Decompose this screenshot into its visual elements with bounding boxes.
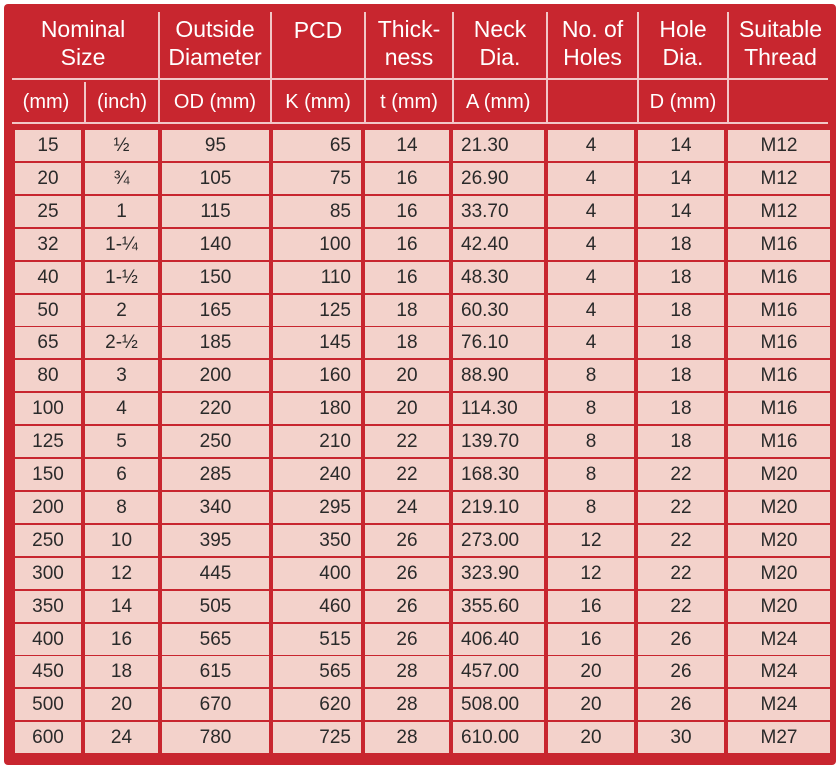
cell-size-mm: 500 xyxy=(15,689,81,720)
cell-outside-diameter: 615 xyxy=(162,656,269,687)
header-no-of-holes: No. of Holes xyxy=(561,16,624,70)
cell-no-of-holes: 4 xyxy=(548,163,634,194)
cell-no-of-holes: 20 xyxy=(548,722,634,753)
header-pcd: PCD xyxy=(293,17,343,43)
cell-thickness: 22 xyxy=(365,459,449,490)
table-row xyxy=(15,360,830,391)
cell-thickness: 28 xyxy=(365,722,449,753)
cell-suitable-thread: M16 xyxy=(728,295,830,326)
cell-thickness: 28 xyxy=(365,656,449,687)
cell-size-mm: 200 xyxy=(15,492,81,523)
cell-neck-dia: 76.10 xyxy=(453,327,544,358)
table-row xyxy=(15,426,830,457)
cell-pcd: 240 xyxy=(273,459,361,490)
cell-no-of-holes: 16 xyxy=(548,624,634,655)
unit-t: t (mm) xyxy=(380,90,438,113)
cell-neck-dia: 273.00 xyxy=(453,525,544,556)
cell-size-inch: 18 xyxy=(85,656,158,687)
cell-hole-dia: 26 xyxy=(638,689,724,720)
cell-suitable-thread: M20 xyxy=(728,591,830,622)
cell-size-mm: 350 xyxy=(15,591,81,622)
column-divider xyxy=(84,82,86,122)
cell-pcd: 75 xyxy=(273,163,361,194)
cell-thickness: 16 xyxy=(365,229,449,260)
cell-hole-dia: 18 xyxy=(638,360,724,391)
cell-no-of-holes: 8 xyxy=(548,360,634,391)
cell-hole-dia: 22 xyxy=(638,492,724,523)
cell-no-of-holes: 16 xyxy=(548,591,634,622)
table-row xyxy=(15,262,830,293)
cell-outside-diameter: 165 xyxy=(162,295,269,326)
cell-neck-dia: 88.90 xyxy=(453,360,544,391)
cell-suitable-thread: M16 xyxy=(728,327,830,358)
cell-suitable-thread: M24 xyxy=(728,689,830,720)
cell-neck-dia: 114.30 xyxy=(453,393,544,424)
cell-hole-dia: 18 xyxy=(638,262,724,293)
cell-size-mm: 25 xyxy=(15,196,81,227)
cell-size-inch: 5 xyxy=(85,426,158,457)
cell-pcd: 110 xyxy=(273,262,361,293)
cell-thickness: 22 xyxy=(365,426,449,457)
cell-pcd: 295 xyxy=(273,492,361,523)
cell-size-mm: 20 xyxy=(15,163,81,194)
cell-size-inch: ¾ xyxy=(85,163,158,194)
cell-size-mm: 100 xyxy=(15,393,81,424)
header-thickness: Thick- ness xyxy=(377,16,441,70)
cell-pcd: 145 xyxy=(273,327,361,358)
unit-mm: (mm) xyxy=(22,90,70,113)
cell-neck-dia: 60.30 xyxy=(453,295,544,326)
cell-no-of-holes: 8 xyxy=(548,459,634,490)
table-row xyxy=(15,295,830,326)
cell-outside-diameter: 150 xyxy=(162,262,269,293)
cell-outside-diameter: 565 xyxy=(162,624,269,655)
cell-neck-dia: 48.30 xyxy=(453,262,544,293)
cell-pcd: 515 xyxy=(273,624,361,655)
cell-hole-dia: 18 xyxy=(638,295,724,326)
cell-suitable-thread: M20 xyxy=(728,525,830,556)
cell-size-inch: 10 xyxy=(85,525,158,556)
column-divider xyxy=(546,12,548,122)
cell-suitable-thread: M12 xyxy=(728,163,830,194)
cell-size-inch: 8 xyxy=(85,492,158,523)
table-row xyxy=(15,624,830,655)
cell-suitable-thread: M20 xyxy=(728,492,830,523)
cell-suitable-thread: M20 xyxy=(728,459,830,490)
header-outside-diameter: Outside Diameter xyxy=(168,16,262,70)
cell-hole-dia: 14 xyxy=(638,163,724,194)
cell-thickness: 18 xyxy=(365,327,449,358)
cell-outside-diameter: 200 xyxy=(162,360,269,391)
cell-size-mm: 400 xyxy=(15,624,81,655)
cell-size-mm: 300 xyxy=(15,558,81,589)
table-row xyxy=(15,163,830,194)
header-nominal-size: Nominal Size xyxy=(40,16,126,70)
column-divider xyxy=(452,12,454,122)
cell-neck-dia: 406.40 xyxy=(453,624,544,655)
cell-hole-dia: 14 xyxy=(638,196,724,227)
cell-no-of-holes: 4 xyxy=(548,196,634,227)
cell-no-of-holes: 4 xyxy=(548,327,634,358)
cell-hole-dia: 26 xyxy=(638,656,724,687)
cell-pcd: 160 xyxy=(273,360,361,391)
table-row xyxy=(15,722,830,753)
cell-outside-diameter: 670 xyxy=(162,689,269,720)
cell-neck-dia: 508.00 xyxy=(453,689,544,720)
cell-size-mm: 250 xyxy=(15,525,81,556)
cell-outside-diameter: 250 xyxy=(162,426,269,457)
cell-thickness: 16 xyxy=(365,196,449,227)
cell-suitable-thread: M16 xyxy=(728,360,830,391)
cell-size-mm: 50 xyxy=(15,295,81,326)
cell-no-of-holes: 20 xyxy=(548,656,634,687)
cell-pcd: 400 xyxy=(273,558,361,589)
cell-size-inch: 14 xyxy=(85,591,158,622)
cell-no-of-holes: 20 xyxy=(548,689,634,720)
cell-size-inch: 6 xyxy=(85,459,158,490)
table-row xyxy=(15,689,830,720)
cell-no-of-holes: 12 xyxy=(548,558,634,589)
cell-outside-diameter: 285 xyxy=(162,459,269,490)
cell-neck-dia: 219.10 xyxy=(453,492,544,523)
cell-hole-dia: 22 xyxy=(638,591,724,622)
column-divider xyxy=(364,12,366,122)
cell-size-mm: 125 xyxy=(15,426,81,457)
cell-size-mm: 40 xyxy=(15,262,81,293)
cell-no-of-holes: 8 xyxy=(548,492,634,523)
cell-thickness: 26 xyxy=(365,525,449,556)
cell-pcd: 460 xyxy=(273,591,361,622)
unit-od: OD (mm) xyxy=(173,90,257,113)
table-row xyxy=(15,459,830,490)
cell-pcd: 350 xyxy=(273,525,361,556)
header-divider xyxy=(12,78,828,80)
cell-size-inch: 16 xyxy=(85,624,158,655)
cell-hole-dia: 26 xyxy=(638,624,724,655)
cell-suitable-thread: M27 xyxy=(728,722,830,753)
cell-neck-dia: 610.00 xyxy=(453,722,544,753)
cell-size-inch: 1-¼ xyxy=(85,229,158,260)
cell-size-inch: 2 xyxy=(85,295,158,326)
cell-size-mm: 32 xyxy=(15,229,81,260)
unit-a: A (mm) xyxy=(466,90,531,113)
cell-outside-diameter: 340 xyxy=(162,492,269,523)
cell-thickness: 20 xyxy=(365,393,449,424)
cell-neck-dia: 26.90 xyxy=(453,163,544,194)
table-row xyxy=(15,196,830,227)
cell-hole-dia: 22 xyxy=(638,558,724,589)
cell-hole-dia: 18 xyxy=(638,393,724,424)
header-neck-dia: Neck Dia. xyxy=(473,16,527,70)
cell-thickness: 16 xyxy=(365,262,449,293)
cell-suitable-thread: M20 xyxy=(728,558,830,589)
header-divider xyxy=(12,122,828,124)
cell-outside-diameter: 115 xyxy=(162,196,269,227)
cell-no-of-holes: 4 xyxy=(548,229,634,260)
cell-size-inch: 20 xyxy=(85,689,158,720)
cell-no-of-holes: 12 xyxy=(548,525,634,556)
cell-suitable-thread: M16 xyxy=(728,426,830,457)
table-row xyxy=(15,130,830,161)
table-row xyxy=(15,327,830,358)
table-row xyxy=(15,492,830,523)
cell-size-mm: 65 xyxy=(15,327,81,358)
cell-size-inch: 3 xyxy=(85,360,158,391)
cell-no-of-holes: 8 xyxy=(548,426,634,457)
cell-suitable-thread: M24 xyxy=(728,656,830,687)
table-row xyxy=(15,229,830,260)
flange-spec-table xyxy=(4,4,836,765)
unit-holes xyxy=(548,82,637,122)
cell-thickness: 20 xyxy=(365,360,449,391)
unit-inch: (inch) xyxy=(96,90,147,113)
cell-outside-diameter: 505 xyxy=(162,591,269,622)
table-row xyxy=(15,558,830,589)
cell-hole-dia: 22 xyxy=(638,459,724,490)
cell-suitable-thread: M12 xyxy=(728,196,830,227)
cell-suitable-thread: M16 xyxy=(728,229,830,260)
cell-neck-dia: 323.90 xyxy=(453,558,544,589)
cell-neck-dia: 42.40 xyxy=(453,229,544,260)
cell-size-inch: 24 xyxy=(85,722,158,753)
cell-no-of-holes: 4 xyxy=(548,262,634,293)
cell-neck-dia: 168.30 xyxy=(453,459,544,490)
cell-thickness: 26 xyxy=(365,624,449,655)
column-divider xyxy=(727,12,729,122)
cell-neck-dia: 33.70 xyxy=(453,196,544,227)
column-divider xyxy=(270,12,272,122)
cell-pcd: 565 xyxy=(273,656,361,687)
cell-size-inch: 12 xyxy=(85,558,158,589)
cell-neck-dia: 457.00 xyxy=(453,656,544,687)
cell-outside-diameter: 780 xyxy=(162,722,269,753)
cell-size-inch: 1 xyxy=(85,196,158,227)
cell-size-mm: 80 xyxy=(15,360,81,391)
cell-pcd: 180 xyxy=(273,393,361,424)
cell-pcd: 100 xyxy=(273,229,361,260)
cell-thickness: 18 xyxy=(365,295,449,326)
cell-hole-dia: 14 xyxy=(638,130,724,161)
cell-outside-diameter: 445 xyxy=(162,558,269,589)
cell-neck-dia: 139.70 xyxy=(453,426,544,457)
cell-pcd: 725 xyxy=(273,722,361,753)
cell-outside-diameter: 140 xyxy=(162,229,269,260)
cell-thickness: 14 xyxy=(365,130,449,161)
header-hole-dia: Hole Dia. xyxy=(659,16,707,70)
cell-outside-diameter: 105 xyxy=(162,163,269,194)
header-suitable-thread: Suitable Thread xyxy=(738,16,823,70)
cell-thickness: 26 xyxy=(365,558,449,589)
cell-size-inch: 1-½ xyxy=(85,262,158,293)
cell-hole-dia: 22 xyxy=(638,525,724,556)
cell-pcd: 65 xyxy=(273,130,361,161)
cell-pcd: 85 xyxy=(273,196,361,227)
table-row xyxy=(15,525,830,556)
table-row xyxy=(15,591,830,622)
cell-neck-dia: 355.60 xyxy=(453,591,544,622)
unit-thread xyxy=(729,82,832,122)
cell-neck-dia: 21.30 xyxy=(453,130,544,161)
cell-size-mm: 150 xyxy=(15,459,81,490)
cell-thickness: 16 xyxy=(365,163,449,194)
cell-thickness: 28 xyxy=(365,689,449,720)
cell-hole-dia: 18 xyxy=(638,426,724,457)
cell-pcd: 620 xyxy=(273,689,361,720)
cell-size-inch: ½ xyxy=(85,130,158,161)
unit-d: D (mm) xyxy=(649,90,717,113)
table-row xyxy=(15,656,830,687)
cell-no-of-holes: 4 xyxy=(548,130,634,161)
cell-hole-dia: 18 xyxy=(638,229,724,260)
cell-outside-diameter: 185 xyxy=(162,327,269,358)
cell-suitable-thread: M16 xyxy=(728,393,830,424)
cell-no-of-holes: 4 xyxy=(548,295,634,326)
cell-thickness: 24 xyxy=(365,492,449,523)
table-body xyxy=(15,130,830,762)
cell-no-of-holes: 8 xyxy=(548,393,634,424)
cell-suitable-thread: M12 xyxy=(728,130,830,161)
cell-hole-dia: 18 xyxy=(638,327,724,358)
cell-suitable-thread: M24 xyxy=(728,624,830,655)
column-divider xyxy=(637,12,639,122)
cell-thickness: 26 xyxy=(365,591,449,622)
cell-suitable-thread: M16 xyxy=(728,262,830,293)
table-row xyxy=(15,393,830,424)
cell-outside-diameter: 220 xyxy=(162,393,269,424)
cell-outside-diameter: 395 xyxy=(162,525,269,556)
unit-k: K (mm) xyxy=(285,90,351,113)
cell-pcd: 125 xyxy=(273,295,361,326)
cell-size-mm: 450 xyxy=(15,656,81,687)
cell-size-mm: 600 xyxy=(15,722,81,753)
cell-pcd: 210 xyxy=(273,426,361,457)
cell-hole-dia: 30 xyxy=(638,722,724,753)
cell-size-inch: 4 xyxy=(85,393,158,424)
column-divider xyxy=(158,12,160,122)
cell-size-mm: 15 xyxy=(15,130,81,161)
cell-outside-diameter: 95 xyxy=(162,130,269,161)
cell-size-inch: 2-½ xyxy=(85,327,158,358)
